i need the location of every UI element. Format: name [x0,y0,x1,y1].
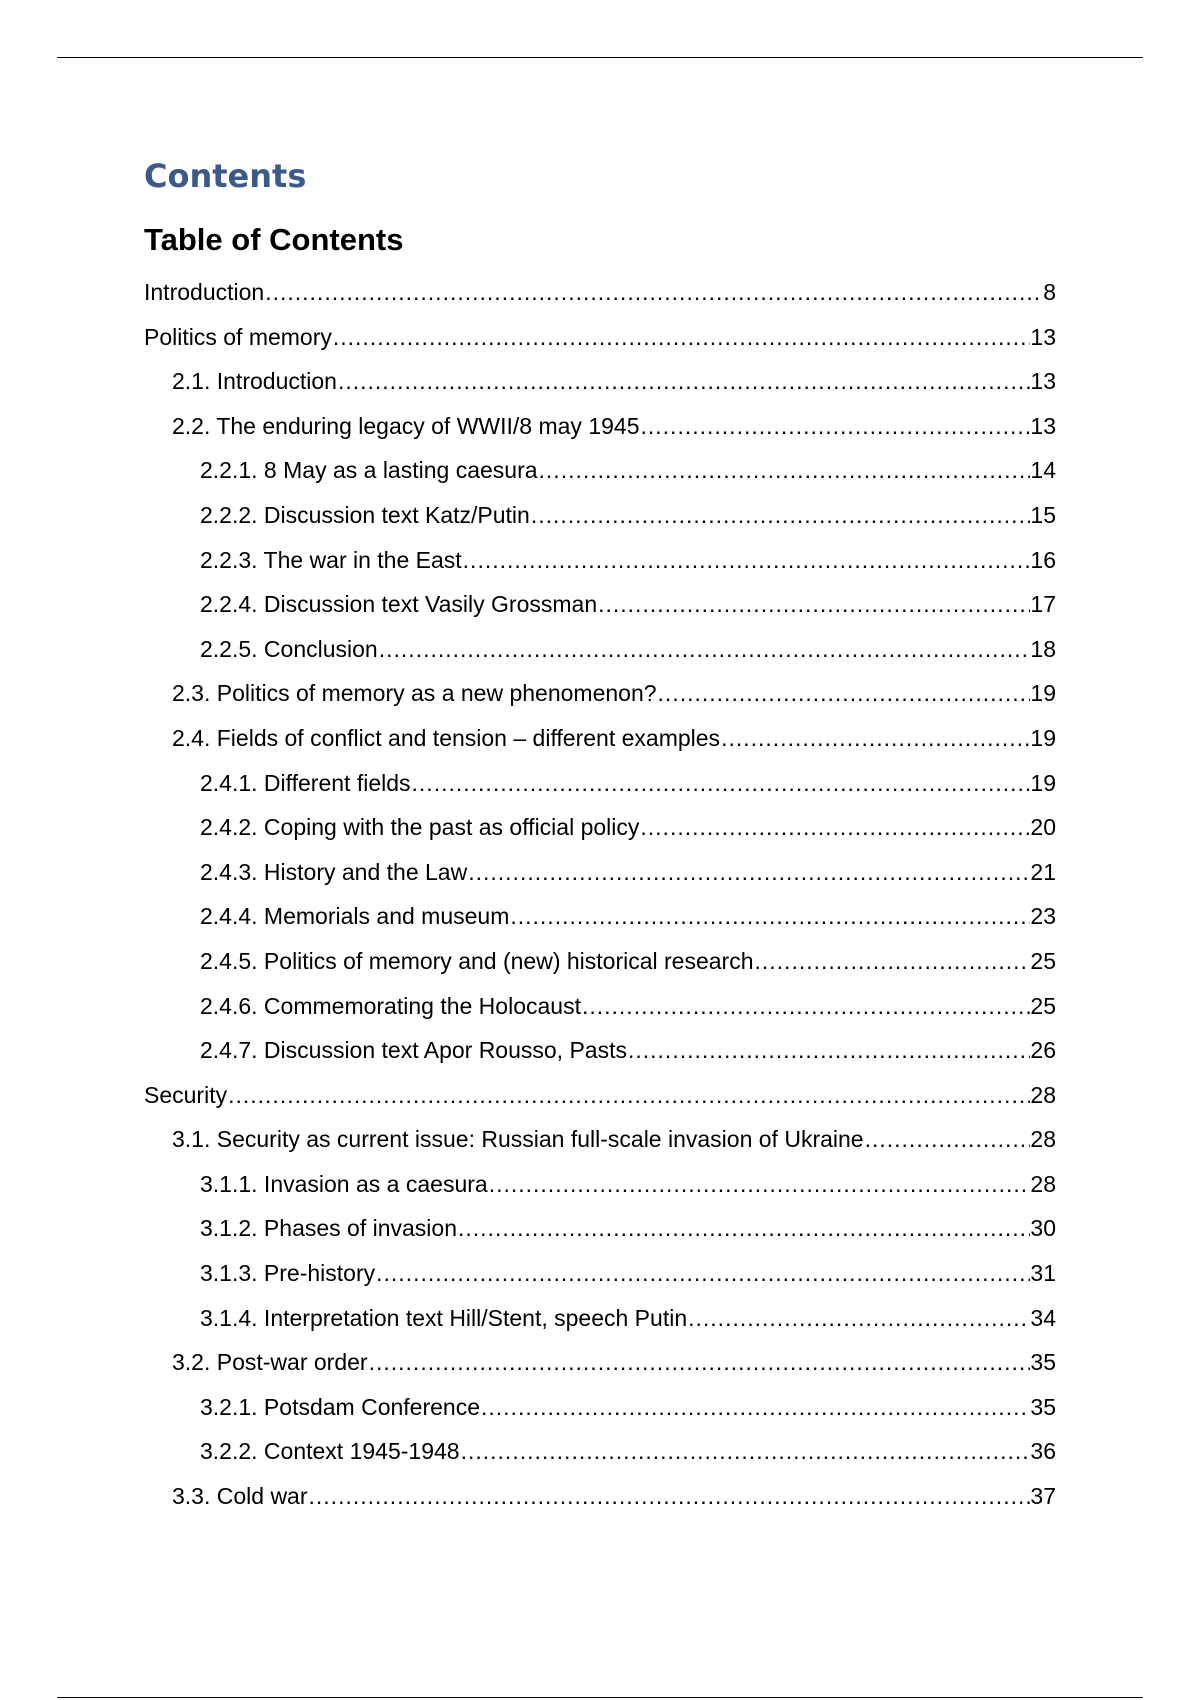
header-rule [57,57,1143,58]
toc-dot-leader [460,1429,1031,1474]
toc-entry-label: 2.4. Fields of conflict and tension – different examples [172,724,721,751]
toc-entry-page-number: 20 [1030,814,1056,841]
toc-entry[interactable] [144,1117,1056,1162]
toc-entry-page-number: 17 [1030,591,1056,618]
toc-dot-leader [411,761,1031,806]
toc-entry[interactable] [144,850,1056,895]
toc-dot-leader [627,1028,1030,1073]
toc-entry-page-number: 19 [1030,680,1056,707]
toc-entry-page-number: 35 [1030,1393,1056,1420]
toc-entry[interactable] [144,1251,1056,1296]
toc-dot-leader [457,1206,1030,1251]
toc-entry-label: 2.2.5. Conclusion [200,635,378,662]
toc-entry-label: Politics of memory [144,323,332,350]
toc-entry[interactable] [144,448,1056,493]
toc-entry[interactable] [144,493,1056,538]
toc-entry[interactable] [144,1385,1056,1430]
toc-entry-page-number: 13 [1030,323,1056,350]
toc-entry-page-number: 26 [1030,1037,1056,1064]
toc-entry-page-number: 15 [1030,501,1056,528]
toc-dot-leader [720,716,1030,761]
toc-entry-page-number: 25 [1030,992,1056,1019]
toc-entry[interactable] [144,627,1056,672]
toc-entry-page-number: 34 [1030,1304,1056,1331]
toc-entry-page-number: 37 [1030,1483,1056,1510]
toc-entry-label: 2.4.5. Politics of memory and (new) historical research [200,947,754,974]
toc-entry[interactable] [144,1474,1056,1519]
toc-dot-leader [581,984,1030,1029]
toc-entry-label: 3.2.1. Potsdam Conference [200,1393,480,1420]
contents-heading: Contents [144,157,307,195]
toc-dot-leader [332,315,1031,360]
toc-entry-label: 2.2. The enduring legacy of WWII/8 may 1945 [172,412,640,439]
toc-entry-label: 2.2.4. Discussion text Vasily Grossman [200,591,598,618]
toc-entry-label: 3.3. Cold war [172,1483,308,1510]
toc-dot-leader [687,1296,1030,1341]
toc-entry-page-number: 36 [1030,1438,1056,1465]
toc-entry-page-number: 23 [1030,903,1056,930]
document-page [144,157,1056,1519]
toc-dot-leader [227,1073,1030,1118]
toc-entry[interactable] [144,270,1056,315]
toc-entry-label: 2.2.1. 8 May as a lasting caesura [200,457,538,484]
toc-entry-label: 2.2.2. Discussion text Katz/Putin [200,501,530,528]
toc-entry-label: Security [144,1081,228,1108]
toc-entry-label: 2.4.4. Memorials and museum [200,903,510,930]
toc-entry-label: 2.1. Introduction [172,368,337,395]
toc-entry[interactable] [144,1340,1056,1385]
toc-dot-leader [657,671,1031,716]
toc-entry-label: 3.1.3. Pre-history [200,1260,376,1287]
toc-dot-leader [368,1340,1031,1385]
toc-entry-page-number: 19 [1030,724,1056,751]
toc-dot-leader [378,627,1031,672]
toc-entry-label: Introduction [144,279,265,305]
toc-entry-label: 2.4.2. Coping with the past as official policy [200,814,640,841]
toc-entry[interactable] [144,1073,1056,1118]
toc-dot-leader [467,850,1030,895]
toc-entry-page-number: 35 [1030,1349,1056,1376]
toc-entry[interactable] [144,404,1056,449]
toc-entry[interactable] [144,761,1056,806]
toc-entry-page-number: 8 [1043,279,1056,305]
toc-entry[interactable] [144,805,1056,850]
toc-dot-leader [264,270,1043,315]
toc-entry[interactable] [144,984,1056,1029]
toc-entry[interactable] [144,1206,1056,1251]
toc-entry-label: 3.1.2. Phases of invasion [200,1215,457,1242]
toc-dot-leader [509,894,1030,939]
toc-entry[interactable] [144,359,1056,404]
toc-entry[interactable] [144,1429,1056,1474]
toc-entry-page-number: 21 [1030,858,1056,885]
toc-entry[interactable] [144,939,1056,984]
toc-entry-label: 2.4.1. Different fields [200,769,411,796]
toc-entry-label: 2.4.3. History and the Law [200,858,468,885]
toc-entry[interactable] [144,1028,1056,1073]
toc-entry-page-number: 28 [1030,1170,1056,1197]
toc-entry-page-number: 13 [1030,368,1056,395]
toc-entry-page-number: 19 [1030,769,1056,796]
toc-entry-label: 2.4.7. Discussion text Apor Rousso, Pasts [200,1037,627,1064]
toc-entry-page-number: 31 [1030,1260,1056,1287]
toc-entry-label: 3.1.1. Invasion as a caesura [200,1170,488,1197]
toc-dot-leader [597,582,1030,627]
toc-entry-label: 2.4.6. Commemorating the Holocaust [200,992,581,1019]
toc-entry[interactable] [144,671,1056,716]
toc-entry[interactable] [144,315,1056,360]
toc-entry-label: 3.1.4. Interpretation text Hill/Stent, speech Putin [200,1304,688,1331]
toc-dot-leader [375,1251,1030,1296]
toc-entry-page-number: 14 [1030,457,1056,484]
toc-title: Table of Contents [144,222,404,257]
toc-entry-label: 3.2. Post-war order [172,1349,368,1376]
toc-dot-leader [308,1474,1031,1519]
toc-entry-page-number: 13 [1030,412,1056,439]
toc-entry-label: 3.2.2. Context 1945-1948 [200,1438,460,1465]
toc-dot-leader [530,493,1031,538]
toc-dot-leader [337,359,1030,404]
toc-entry-label: 2.2.3. The war in the East [200,546,462,573]
toc-dot-leader [640,404,1031,449]
toc-entry-page-number: 30 [1030,1215,1056,1242]
toc-dot-leader [639,805,1030,850]
toc-dot-leader [538,448,1031,493]
toc-entry-label: 2.3. Politics of memory as a new phenomenon? [172,680,657,707]
toc-dot-leader [864,1117,1031,1162]
toc-entry[interactable] [144,582,1056,627]
toc-entry-page-number: 25 [1030,947,1056,974]
toc-entry[interactable] [144,538,1056,583]
toc-entry[interactable] [144,894,1056,939]
toc-entry[interactable] [144,716,1056,761]
toc-entry[interactable] [144,1296,1056,1341]
toc-list [144,270,1056,1519]
toc-dot-leader [754,939,1031,984]
toc-entry[interactable] [144,1162,1056,1207]
toc-entry-label: 3.1. Security as current issue: Russian full-scale invasion of Ukraine [172,1126,864,1153]
toc-dot-leader [462,538,1031,583]
toc-entry-page-number: 28 [1030,1126,1056,1153]
toc-dot-leader [480,1385,1030,1430]
toc-entry-page-number: 18 [1030,635,1056,662]
footer-rule [57,1697,1143,1698]
toc-entry-page-number: 28 [1030,1081,1056,1108]
toc-dot-leader [488,1162,1031,1207]
toc-entry-page-number: 16 [1030,546,1056,573]
